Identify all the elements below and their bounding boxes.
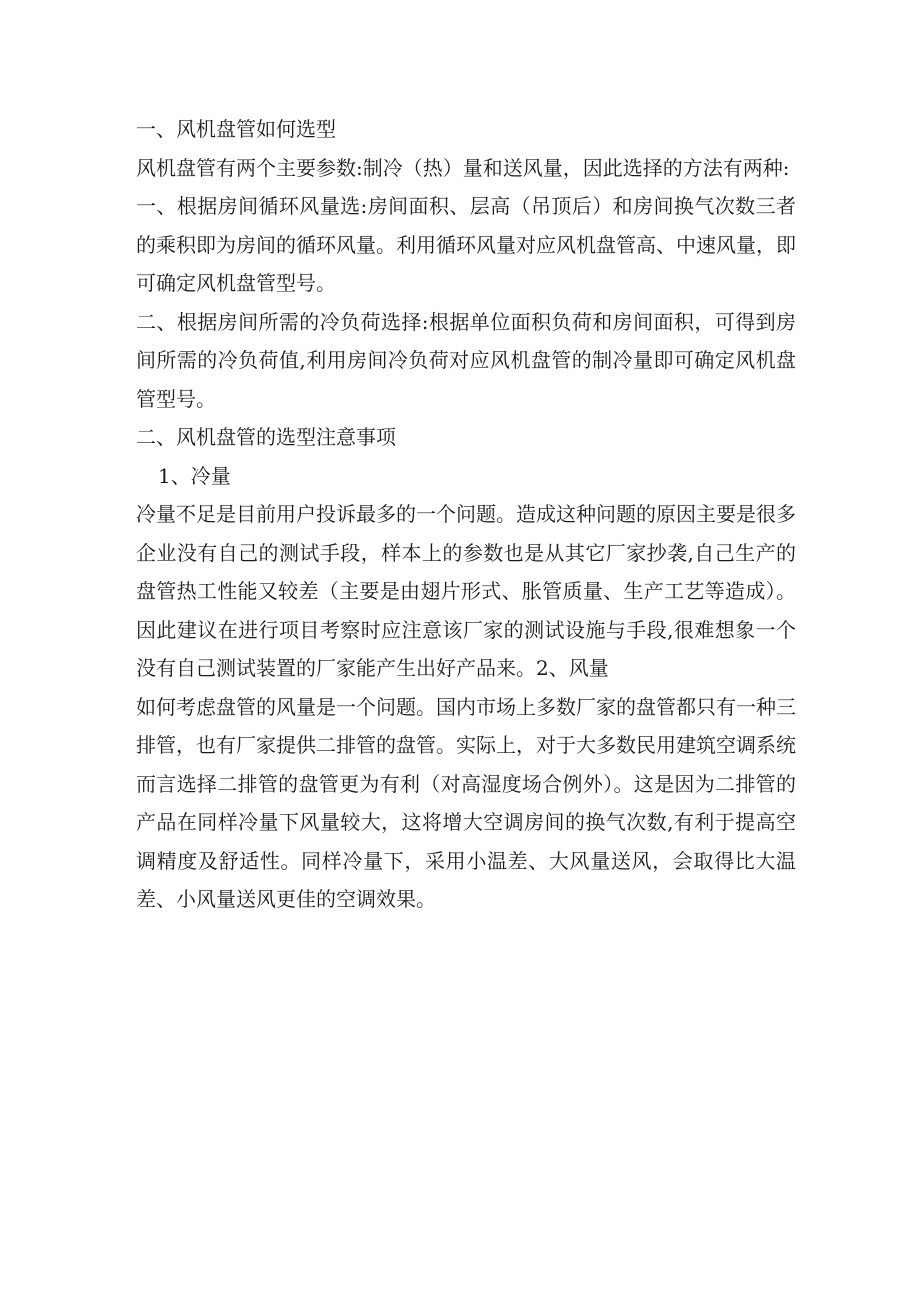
document-body: [136, 110, 796, 919]
paragraph-air-volume: 如何考虑盘管的风量是一个问题。国内市场上多数厂家的盘管都只有一种三排管，也有厂家提供二排管的盘管。实际上，对于大多数民用建筑空调系统而言选择二排管的盘管更为有利（对高湿度场合例外）。这是因为二排管的产品在同样冷量下风量较大，这将增大空调房间的换气次数,有利于提高空调精度及舒适性。同样冷量下，采用小温差、大风量送风，会取得比大温差、小风量送风更佳的空调效果。: [136, 694, 796, 911]
paragraph-method-cooling-load: 二、根据房间所需的冷负荷选择:根据单位面积负荷和房间面积，可得到房间所需的冷负荷值,利用房间冷负荷对应风机盘管的制冷量即可确定风机盘管型号。: [136, 309, 796, 411]
paragraph-main-parameters: 风机盘管有两个主要参数:制冷（热）量和送风量，因此选择的方法有两种:: [136, 155, 790, 180]
paragraph-cooling-capacity: 冷量不足是目前用户投诉最多的一个问题。造成这种问题的原因主要是很多企业没有自己的测试手段，样本上的参数也是从其它厂家抄袭,自己生产的盘管热工性能又较差（主要是由翅片形式、胀管质量、生产工艺等造成）。因此建议在进行项目考察时应注意该厂家的测试设施与手段,很难想象一个没有自己测试装置的厂家能产生出好产品来。2、风量: [136, 502, 796, 680]
section-heading-selection: 一、风机盘管如何选型: [136, 117, 336, 141]
section-heading-notes: 二、风机盘管的选型注意事项: [136, 425, 396, 449]
paragraph-method-air-volume: 一、根据房间循环风量选:房间面积、层高（吊顶后）和房间换气次数三者的乘积即为房间的循环风量。利用循环风量对应风机盘管高、中速风量，即可确定风机盘管型号。: [136, 194, 796, 295]
subheading-cooling-capacity: 1、冷量: [158, 463, 231, 488]
